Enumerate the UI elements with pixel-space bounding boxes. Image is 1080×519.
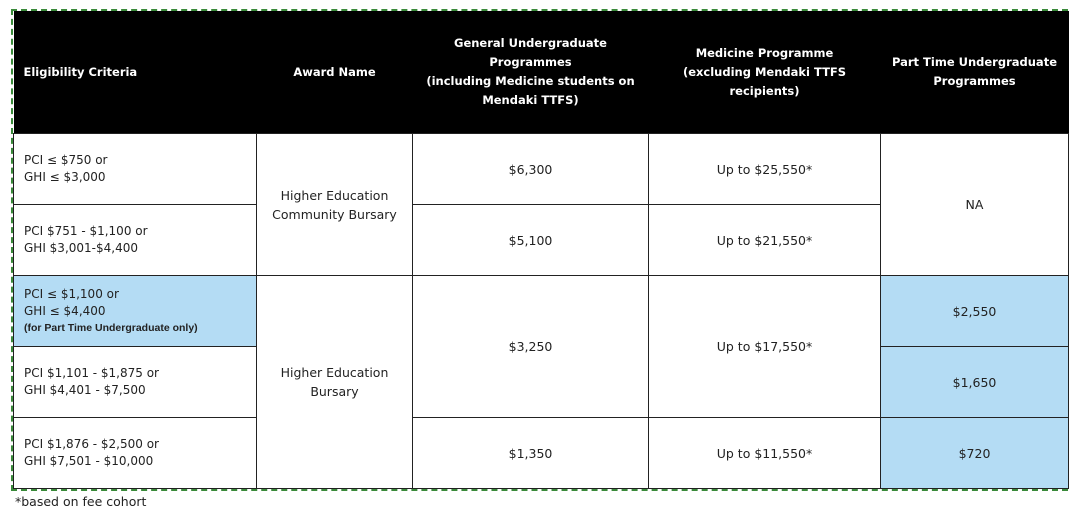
medicine-amount: Up to $11,550* xyxy=(649,418,881,489)
header-award: Award Name xyxy=(257,11,413,134)
parttime-amount: $720 xyxy=(881,418,1069,489)
parttime-amount: $2,550 xyxy=(881,276,1069,347)
header-parttime: Part Time Undergraduate Programmes xyxy=(881,11,1069,134)
medicine-amount-merged: Up to $17,550* xyxy=(649,276,881,418)
general-amount: $5,100 xyxy=(413,205,649,276)
criteria-cell: PCI $751 - $1,100 or GHI $3,001-$4,400 xyxy=(14,205,257,276)
bursary-table xyxy=(13,11,1069,489)
general-amount: $6,300 xyxy=(413,134,649,205)
award-higher-education-bursary: Higher Education Bursary xyxy=(257,276,413,489)
medicine-amount: Up to $21,550* xyxy=(649,205,881,276)
criteria-cell: PCI ≤ $750 or GHI ≤ $3,000 xyxy=(14,134,257,205)
footnote: *based on fee cohort xyxy=(15,494,147,509)
criteria-cell: PCI $1,101 - $1,875 or GHI $4,401 - $7,500 xyxy=(14,347,257,418)
general-amount-merged: $3,250 xyxy=(413,276,649,418)
header-criteria: Eligibility Criteria xyxy=(14,11,257,134)
table-row xyxy=(14,276,1069,347)
parttime-amount: $1,650 xyxy=(881,347,1069,418)
parttime-na: NA xyxy=(881,134,1069,276)
table-row xyxy=(14,134,1069,205)
medicine-amount: Up to $25,550* xyxy=(649,134,881,205)
header-general: General Undergraduate Programmes (including Medicine students on Mendaki TTFS) xyxy=(413,11,649,134)
table-row xyxy=(14,418,1069,489)
criteria-cell: PCI ≤ $1,100 or GHI ≤ $4,400 (for Part Time Undergraduate only) xyxy=(14,276,257,347)
header-row xyxy=(14,11,1069,134)
criteria-cell: PCI $1,876 - $2,500 or GHI $7,501 - $10,000 xyxy=(14,418,257,489)
header-medicine: Medicine Programme (excluding Mendaki TTFS recipients) xyxy=(649,11,881,134)
general-amount: $1,350 xyxy=(413,418,649,489)
award-community-bursary: Higher Education Community Bursary xyxy=(257,134,413,276)
